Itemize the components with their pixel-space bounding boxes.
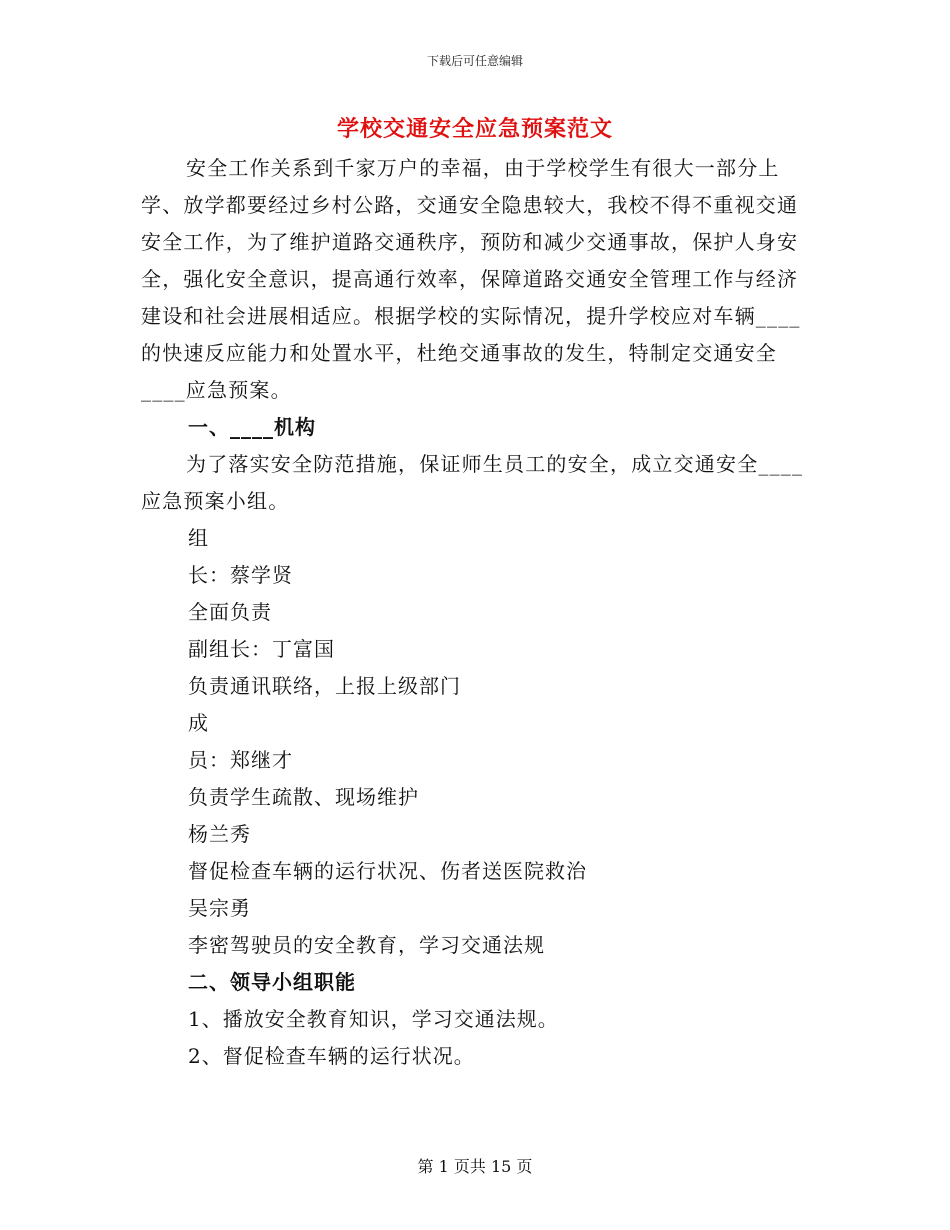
page-header-note: 下载后可任意编辑 (426, 54, 523, 68)
document-title: 学校交通安全应急预案范文 (336, 117, 613, 142)
section2-item: 1、播放安全教育知识，学习交通法规。 (188, 1007, 559, 1031)
member-line: 督促检查车辆的运行状况、伤者送医院救治 (188, 859, 587, 883)
member-line: 员：郑继才 (188, 748, 293, 772)
member-line: 全面负责 (188, 600, 272, 624)
member-line: 负责学生疏散、现场维护 (188, 785, 419, 809)
member-line: 吴宗勇 (188, 896, 251, 920)
member-line: 副组长：丁富国 (188, 637, 335, 661)
section1-paragraph: 为了落实安全防范措施，保证师生员工的安全，成立交通安全____应急预案小组。 (141, 452, 804, 513)
member-line: 杨兰秀 (188, 822, 251, 846)
section2-item: 2、督促检查车辆的运行状况。 (188, 1044, 475, 1068)
section1-heading: 一、____机构 (188, 415, 316, 439)
page-number: 第 1 页共 15 页 (417, 1157, 533, 1176)
intro-paragraph: 安全工作关系到千家万户的幸福，由于学校学生有很大一部分上学、放学都要经过乡村公路，交通安全隐患较大，我校不得不重视交通安全工作，为了维护道路交通秩序，预防和减少交通事故，保护人身安全，强化安全意识，提高通行效率，保障道路交通安全管理工作与经济建设和社会进展相适应。根据学校的实际情况，提升学校应对车辆____的快速反应能力和处置水平，杜绝交通事故的发生，特制定交通安全____应急预案。 (141, 156, 801, 402)
member-line: 负责通讯联络，上报上级部门 (188, 674, 461, 698)
section2-heading: 二、领导小组职能 (188, 970, 356, 994)
member-line: 长：蔡学贤 (188, 563, 293, 587)
member-line: 成 (188, 711, 209, 735)
document-body (141, 150, 811, 1075)
member-line: 李密驾驶员的安全教育，学习交通法规 (188, 933, 545, 957)
member-line: 组 (188, 526, 209, 550)
